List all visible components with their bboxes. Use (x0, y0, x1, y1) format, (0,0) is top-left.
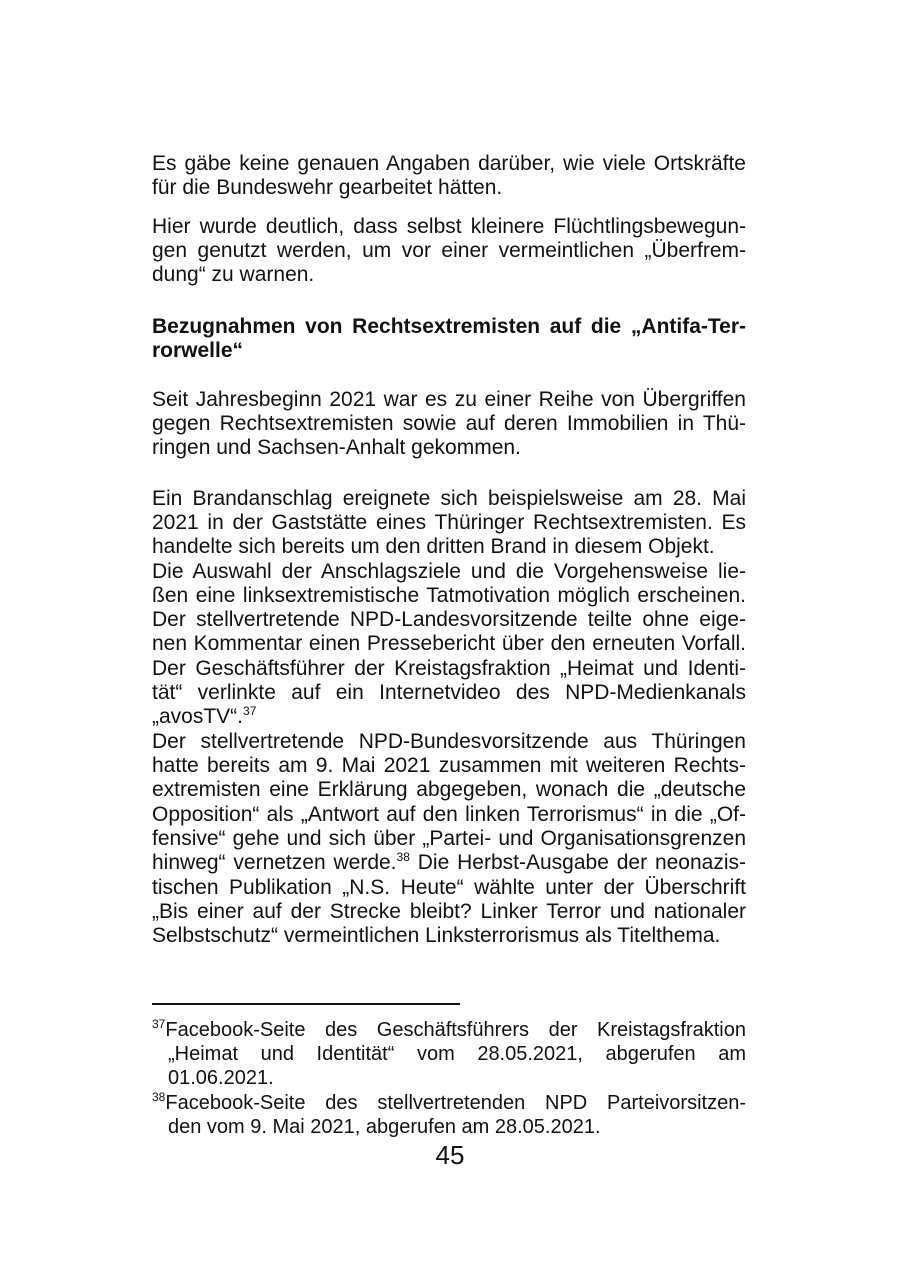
footnote-number: 37 (152, 1017, 166, 1031)
paragraph-4-line: ßen eine linksextremistische Tatmotivation möglich erscheinen. (152, 584, 746, 607)
paragraph-5-text: hinweg“ vernetzen werde. (152, 851, 397, 874)
footnote-38 (152, 1091, 746, 1115)
footnote-ref-37[interactable]: 37 (243, 704, 257, 718)
footnote-number: 38 (152, 1090, 166, 1104)
footnote-37 (152, 1018, 746, 1042)
paragraph-4-end-text: „avosTV“. (152, 705, 244, 728)
paragraph-4-line: Der Geschäftsführer der Kreistagsfraktion „Heimat und Identi- (152, 657, 746, 680)
paragraph-5-text: Die Herbst-Ausgabe der neonazis- (409, 851, 746, 874)
paragraph-5-line: hatte bereits am 9. Mai 2021 zusammen mit weiteren Rechts- (152, 754, 746, 777)
paragraph-2-line: dung“ zu warnen. (152, 263, 315, 286)
paragraph-2-line: Hier wurde deutlich, dass selbst kleinere Flüchtlingsbewegun- (152, 215, 746, 238)
paragraph-5-line: fensive“ gehe und sich über „Partei- und Organisationsgrenzen (152, 827, 746, 850)
page-number: 45 (435, 1140, 465, 1170)
paragraph-5-line: Der stellvertretende NPD-Bundesvorsitzende aus Thüringen (152, 730, 746, 753)
paragraph-2-line: gen genutzt werden, um vor einer vermeintlichen „Überfrem- (152, 239, 746, 262)
footnote-37-line: „Heimat und Identität“ vom 28.05.2021, abgerufen am (168, 1043, 746, 1065)
paragraph-4-line: Die Auswahl der Anschlagsziele und die Vorgehensweise lie- (152, 560, 746, 583)
paragraph-3-line: gegen Rechtsextremisten sowie auf deren Immobilien in Thü- (152, 412, 746, 435)
paragraph-4-line: tät“ verlinkte auf ein Internetvideo des NPD-Medienkanals (152, 681, 746, 704)
paragraph-5-line: „Bis einer auf der Strecke bleibt? Linker Terror und nationaler (152, 900, 746, 923)
paragraph-5-line: Opposition“ als „Antwort auf den linken Terrorismus“ in die „Of- (152, 803, 746, 826)
paragraph-5-line (152, 851, 746, 875)
footnote-text: Facebook-Seite des stellvertretenden NPD Parteivorsitzen- (165, 1092, 746, 1114)
paragraph-4-line: 2021 in der Gaststätte eines Thüringer Rechtsextremisten. Es (152, 511, 746, 534)
paragraph-5-line: tischen Publikation „N.S. Heute“ wählte unter der Überschrift (152, 876, 746, 899)
footnote-text: Facebook-Seite des Geschäftsführers der Kreistagsfraktion (165, 1019, 746, 1041)
paragraph-3-line: Seit Jahresbeginn 2021 war es zu einer Reihe von Übergriffen (152, 388, 746, 411)
paragraph-1-line: Es gäbe keine genauen Angaben darüber, wie viele Ortskräfte (152, 152, 746, 175)
paragraph-4-line: handelte sich bereits um den dritten Brand in diesem Objekt. (152, 535, 715, 558)
footnote-separator (152, 1003, 460, 1005)
paragraph-1-line: für die Bundeswehr gearbeitet hätten. (152, 176, 503, 199)
footnote-37-line: 01.06.2021. (168, 1067, 274, 1089)
footnote-38-line: den vom 9. Mai 2021, abgerufen am 28.05.2021. (168, 1116, 601, 1138)
footnote-ref-38[interactable]: 38 (396, 850, 410, 864)
paragraph-3-line: ringen und Sachsen-Anhalt gekommen. (152, 436, 521, 459)
paragraph-4-line (152, 705, 746, 729)
paragraph-4-line: nen Kommentar einen Pressebericht über den erneuten Vorfall. (152, 632, 746, 655)
paragraph-5-line: Selbstschutz“ vermeintlichen Linksterrorismus als Titelthema. (152, 924, 721, 947)
section-heading-line: Bezugnahmen von Rechtsextremisten auf die „Antifa-Ter- (152, 315, 746, 338)
section-heading-line: rorwelle“ (152, 339, 244, 362)
paragraph-5-line: extremisten eine Erklärung abgegeben, wonach die „deutsche (152, 778, 746, 801)
paragraph-4-line: Der stellvertretende NPD-Landesvorsitzende teilte ohne eige- (152, 608, 746, 631)
paragraph-4-line: Ein Brandanschlag ereignete sich beispielsweise am 28. Mai (152, 487, 746, 510)
